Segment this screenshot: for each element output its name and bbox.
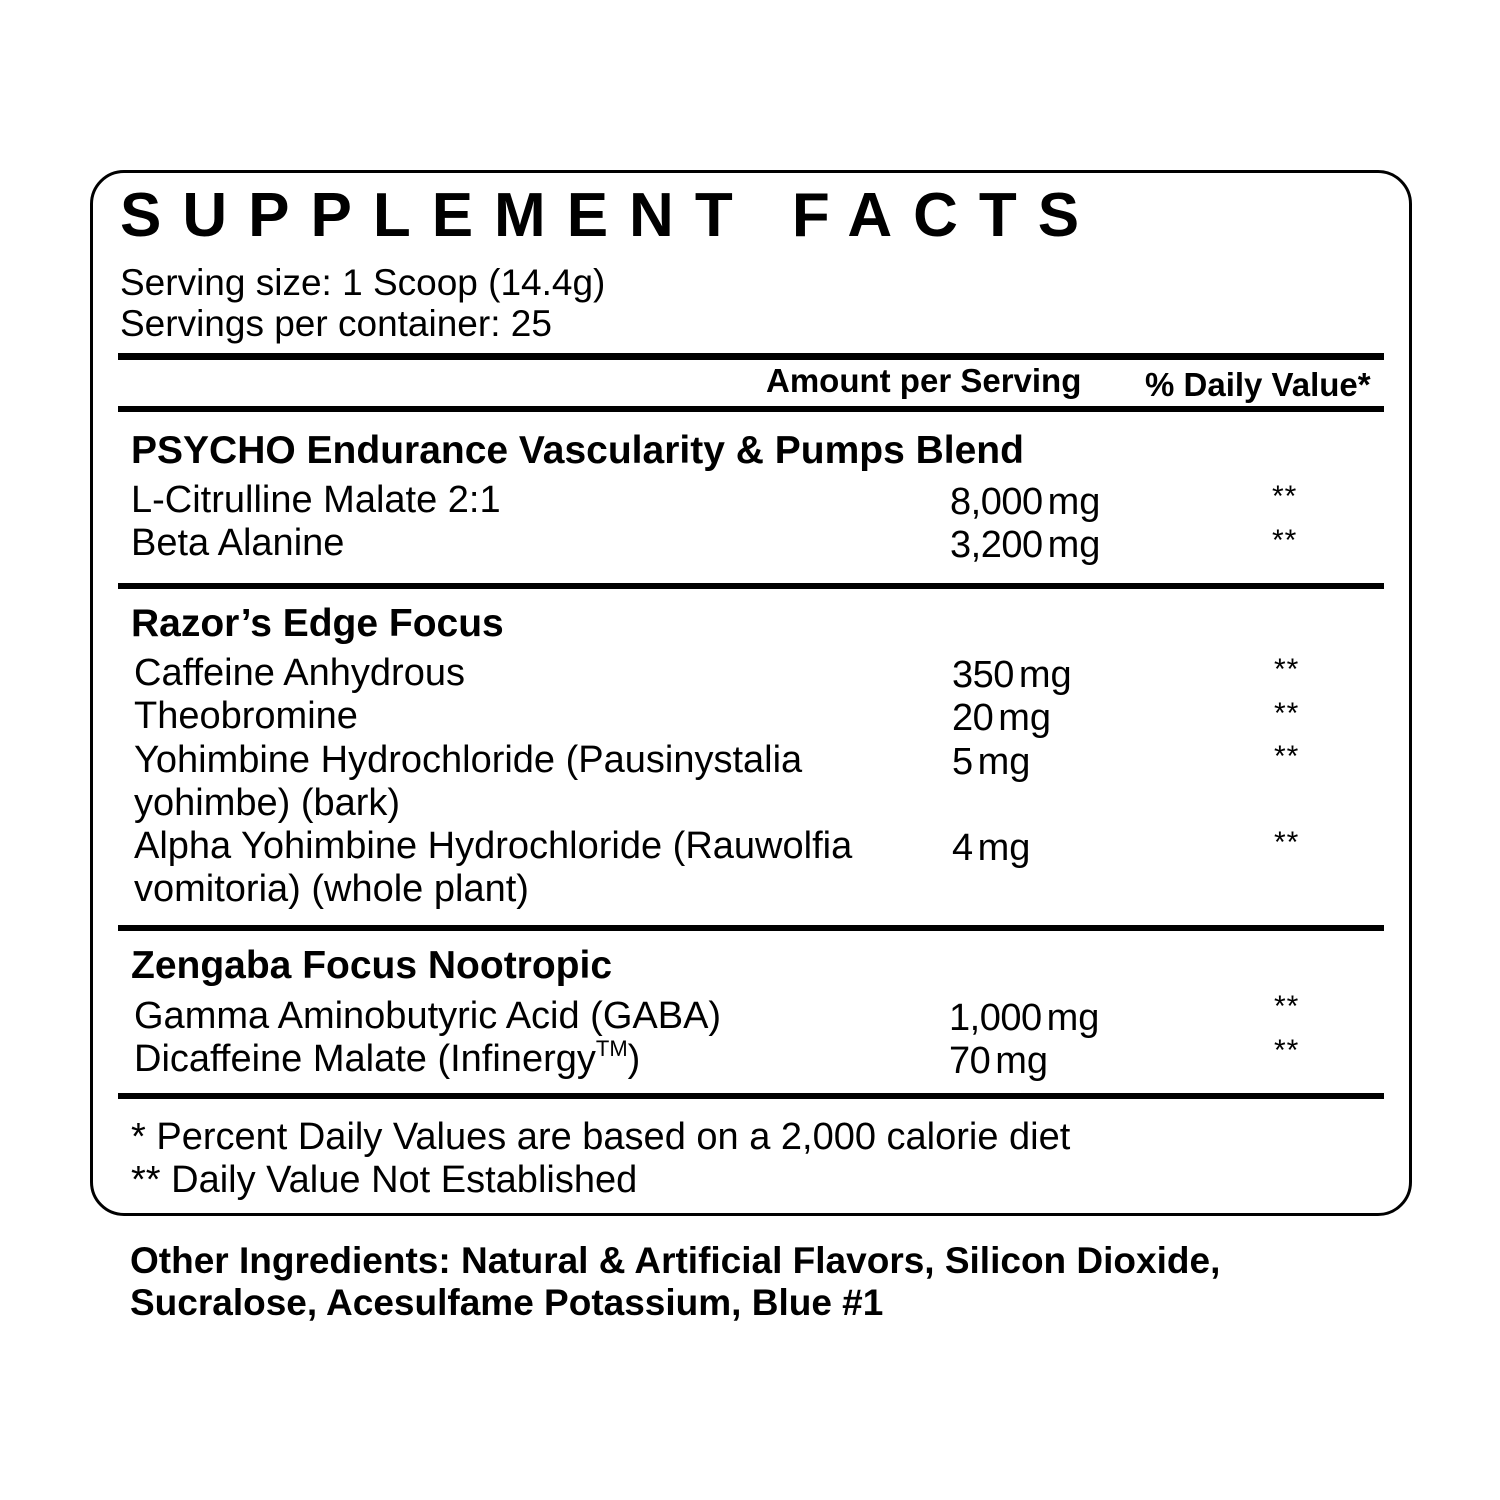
daily-value-marker: ** — [1274, 697, 1300, 730]
ingredient-amount: 1,000 mg — [949, 997, 1100, 1039]
serving-size: Serving size: 1 Scoop (14.4g) — [120, 262, 606, 303]
other-ingredients-line1: Other Ingredients: Natural & Artificial Flavors, Silicon Dioxide, — [130, 1240, 1221, 1281]
footnote-not-established: ** Daily Value Not Established — [131, 1159, 638, 1201]
ingredient-name: Caffeine Anhydrous — [134, 652, 465, 694]
footnote-percent: * Percent Daily Values are based on a 2,000 calorie diet — [131, 1116, 1071, 1158]
ingredient-name-continued: yohimbe) (bark) — [134, 782, 401, 824]
ingredient-amount: 70 mg — [949, 1040, 1049, 1082]
daily-value-marker: ** — [1274, 826, 1300, 859]
group-title: Razor’s Edge Focus — [131, 602, 504, 645]
daily-value-marker: ** — [1272, 480, 1298, 513]
footer-divider — [118, 1093, 1384, 1099]
group-divider — [118, 925, 1384, 931]
daily-value-marker: ** — [1274, 653, 1300, 686]
ingredient-amount: 5 mg — [952, 741, 1031, 783]
header-divider — [118, 406, 1384, 412]
thick-divider — [118, 353, 1384, 360]
ingredient-amount: 8,000 mg — [950, 481, 1101, 523]
daily-value-marker: ** — [1274, 990, 1300, 1023]
trademark-mark: TM — [595, 1036, 628, 1061]
ingredient-name: Theobromine — [134, 695, 358, 737]
group-divider — [118, 583, 1384, 589]
ingredient-amount: 4 mg — [952, 827, 1031, 869]
ingredient-amount: 20 mg — [952, 697, 1052, 739]
daily-value-header: % Daily Value* — [1145, 366, 1371, 403]
ingredient-name: Alpha Yohimbine Hydrochloride (Rauwolfia — [134, 825, 853, 867]
daily-value-marker: ** — [1274, 1034, 1300, 1067]
ingredient-name: L-Citrulline Malate 2:1 — [131, 479, 501, 521]
group-title: PSYCHO Endurance Vascularity & Pumps Blend — [131, 429, 1024, 472]
daily-value-marker: ** — [1274, 740, 1300, 773]
ingredient-amount: 350 mg — [952, 654, 1072, 696]
ingredient-name: Beta Alanine — [131, 522, 345, 564]
ingredient-name: Yohimbine Hydrochloride (Pausinystalia — [134, 739, 803, 781]
daily-value-marker: ** — [1272, 524, 1298, 557]
ingredient-name: Gamma Aminobutyric Acid (GABA) — [134, 995, 722, 1037]
amount-per-serving-header: Amount per Serving — [766, 362, 1082, 399]
other-ingredients-line2: Sucralose, Acesulfame Potassium, Blue #1 — [130, 1282, 884, 1323]
servings-per-container: Servings per container: 25 — [120, 303, 552, 344]
ingredient-name-continued: vomitoria) (whole plant) — [134, 868, 529, 910]
group-title: Zengaba Focus Nootropic — [131, 944, 613, 987]
ingredient-amount: 3,200 mg — [950, 524, 1101, 566]
panel-title: SUPPLEMENT FACTS — [120, 181, 1101, 250]
ingredient-name: Dicaffeine Malate (Infinergy™) — [134, 1036, 641, 1080]
